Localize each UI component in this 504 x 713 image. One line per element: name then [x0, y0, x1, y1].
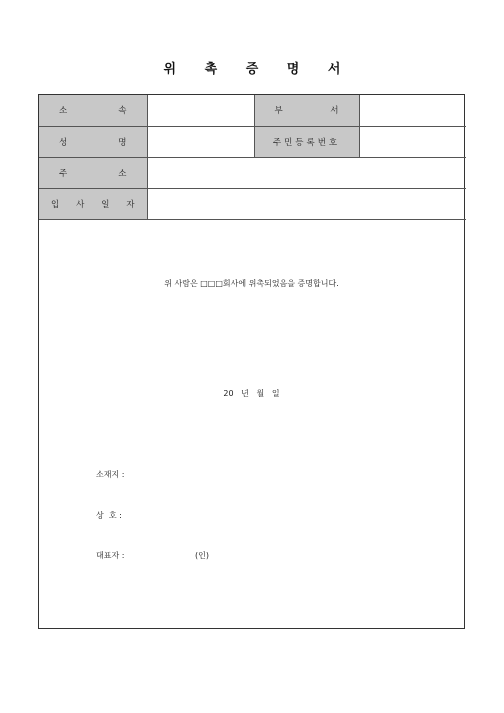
- resident-id-value[interactable]: [359, 126, 466, 157]
- name-label: 성 명: [39, 126, 147, 157]
- address-value[interactable]: [147, 157, 466, 188]
- address-label: 주 소: [39, 157, 147, 188]
- company-label: 상 호 :: [96, 511, 122, 520]
- info-table: [39, 95, 466, 220]
- table-row: [39, 95, 466, 126]
- resident-id-label: 주민등록번호: [254, 126, 359, 157]
- department-label: 부 서: [254, 95, 359, 126]
- date-line: 20 년 월 일: [223, 389, 280, 398]
- affiliation-value[interactable]: [147, 95, 254, 126]
- department-value[interactable]: [359, 95, 466, 126]
- join-date-value[interactable]: [147, 188, 466, 219]
- join-date-label: 입 사 일 자: [39, 188, 147, 219]
- location-label: 소재지 :: [96, 470, 125, 479]
- table-row: [39, 126, 466, 157]
- name-value[interactable]: [147, 126, 254, 157]
- statement-text: 위 사람은 □□□회사에 위촉되었음을 증명합니다.: [164, 279, 339, 288]
- representative-label: 대표자 :: [96, 551, 125, 560]
- affiliation-label: 소 속: [39, 95, 147, 126]
- certificate-frame: [38, 94, 465, 629]
- table-row: [39, 188, 466, 219]
- table-row: [39, 157, 466, 188]
- seal-label: (인): [195, 551, 209, 560]
- document-title: 위 촉 증 명 서: [163, 62, 353, 77]
